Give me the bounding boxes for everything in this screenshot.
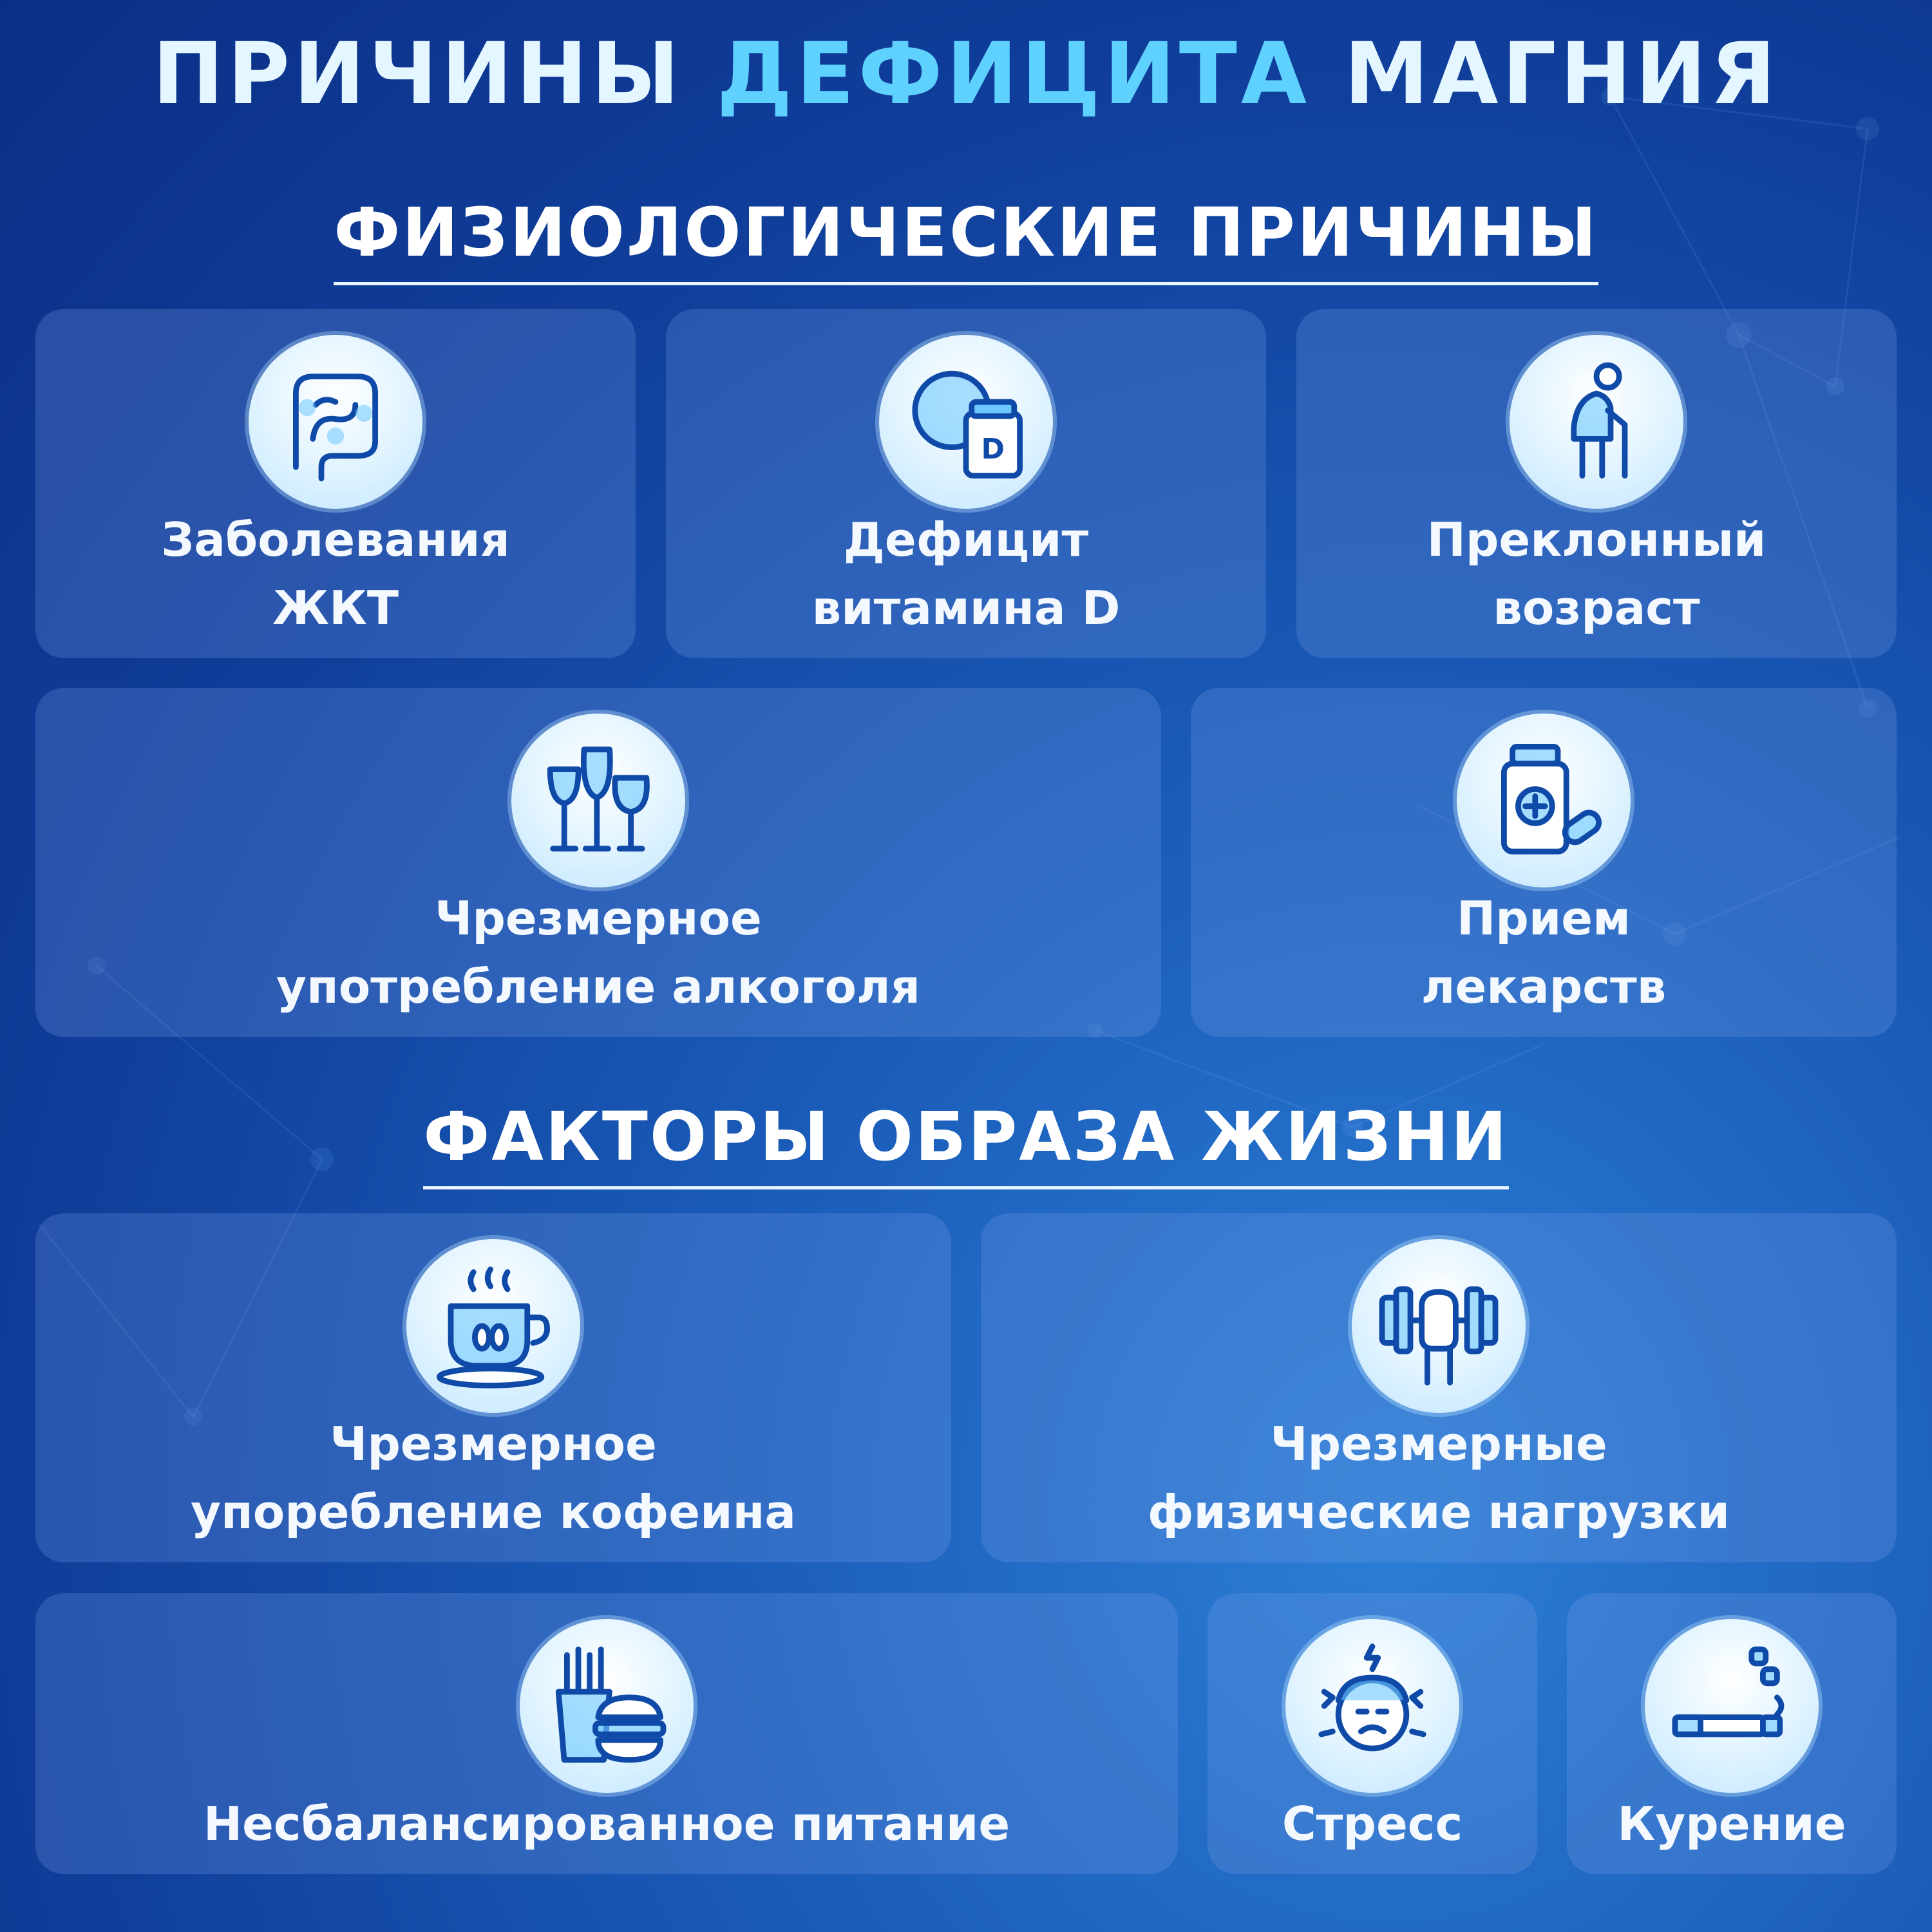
card-label [1191,884,1897,1021]
title-accent: ДЕФИЦИТА [716,24,1311,124]
card-label [1208,1790,1537,1858]
dumbbell-icon [1352,1239,1526,1413]
elderly-person-icon [1510,335,1683,509]
card-label [35,1790,1178,1858]
section-heading-text: ФИЗИОЛОГИЧЕСКИЕ ПРИЧИНЫ [334,193,1598,285]
card-label [1296,506,1897,642]
card-label-line-2: упоребление кофеина [191,1485,796,1539]
card-stress [1208,1593,1537,1874]
card-smoking [1567,1593,1897,1874]
card-caffeine [35,1213,951,1562]
card-label-line-1: Курение [1617,1797,1846,1851]
card-label-line-1: Дефицит [843,513,1089,567]
section-heading-physiological [0,193,1932,285]
card-label-line-1: Преклонный [1426,513,1766,567]
card-label [35,506,636,642]
card-label-line-2: физические нагрузки [1148,1485,1730,1539]
card-label-line-2: витамина D [811,581,1121,635]
stressed-face-icon [1285,1619,1459,1793]
card-physical-load [981,1213,1897,1562]
fast-food-icon [520,1619,694,1793]
card-label-line-2: ЖКТ [272,581,399,635]
card-label [35,884,1161,1021]
svg-text:D: D [981,433,1005,466]
card-old-age [1296,309,1897,658]
card-medicines [1191,688,1897,1037]
card-label-line-1: Чрезмерное [435,891,762,945]
page-title [0,24,1932,124]
card-label [35,1410,951,1546]
title-part-1: ПРИЧИНЫ [152,24,717,124]
card-label-line-2: употребление алкоголя [276,960,920,1014]
card-label-line-1: Чрезмерные [1270,1417,1607,1471]
card-label [666,506,1266,642]
card-vitamin-d [666,309,1266,658]
card-label [981,1410,1897,1546]
medicine-bottle-icon [1457,714,1631,887]
coffee-cup-icon [406,1239,580,1413]
card-label-line-1: Несбалансированное питание [203,1797,1010,1851]
title-part-2: МАГНИЯ [1311,24,1780,124]
card-label-line-2: возраст [1493,581,1700,635]
card-label [1567,1790,1897,1858]
card-alcohol [35,688,1161,1037]
section-heading-lifestyle [0,1097,1932,1189]
card-label-line-2: лекарств [1421,960,1667,1014]
card-label-line-1: Чрезмерное [330,1417,657,1471]
cigarette-icon [1645,1619,1819,1793]
vitamin-d-icon [879,335,1053,509]
card-unbalanced-diet [35,1593,1178,1874]
card-label-line-1: Заболевания [161,513,510,567]
card-label-line-1: Прием [1457,891,1631,945]
wine-glasses-icon [511,714,685,887]
intestine-icon [249,335,422,509]
card-label-line-1: Стресс [1282,1797,1463,1851]
section-heading-text: ФАКТОРЫ ОБРАЗА ЖИЗНИ [423,1097,1508,1189]
card-gi-diseases [35,309,636,658]
